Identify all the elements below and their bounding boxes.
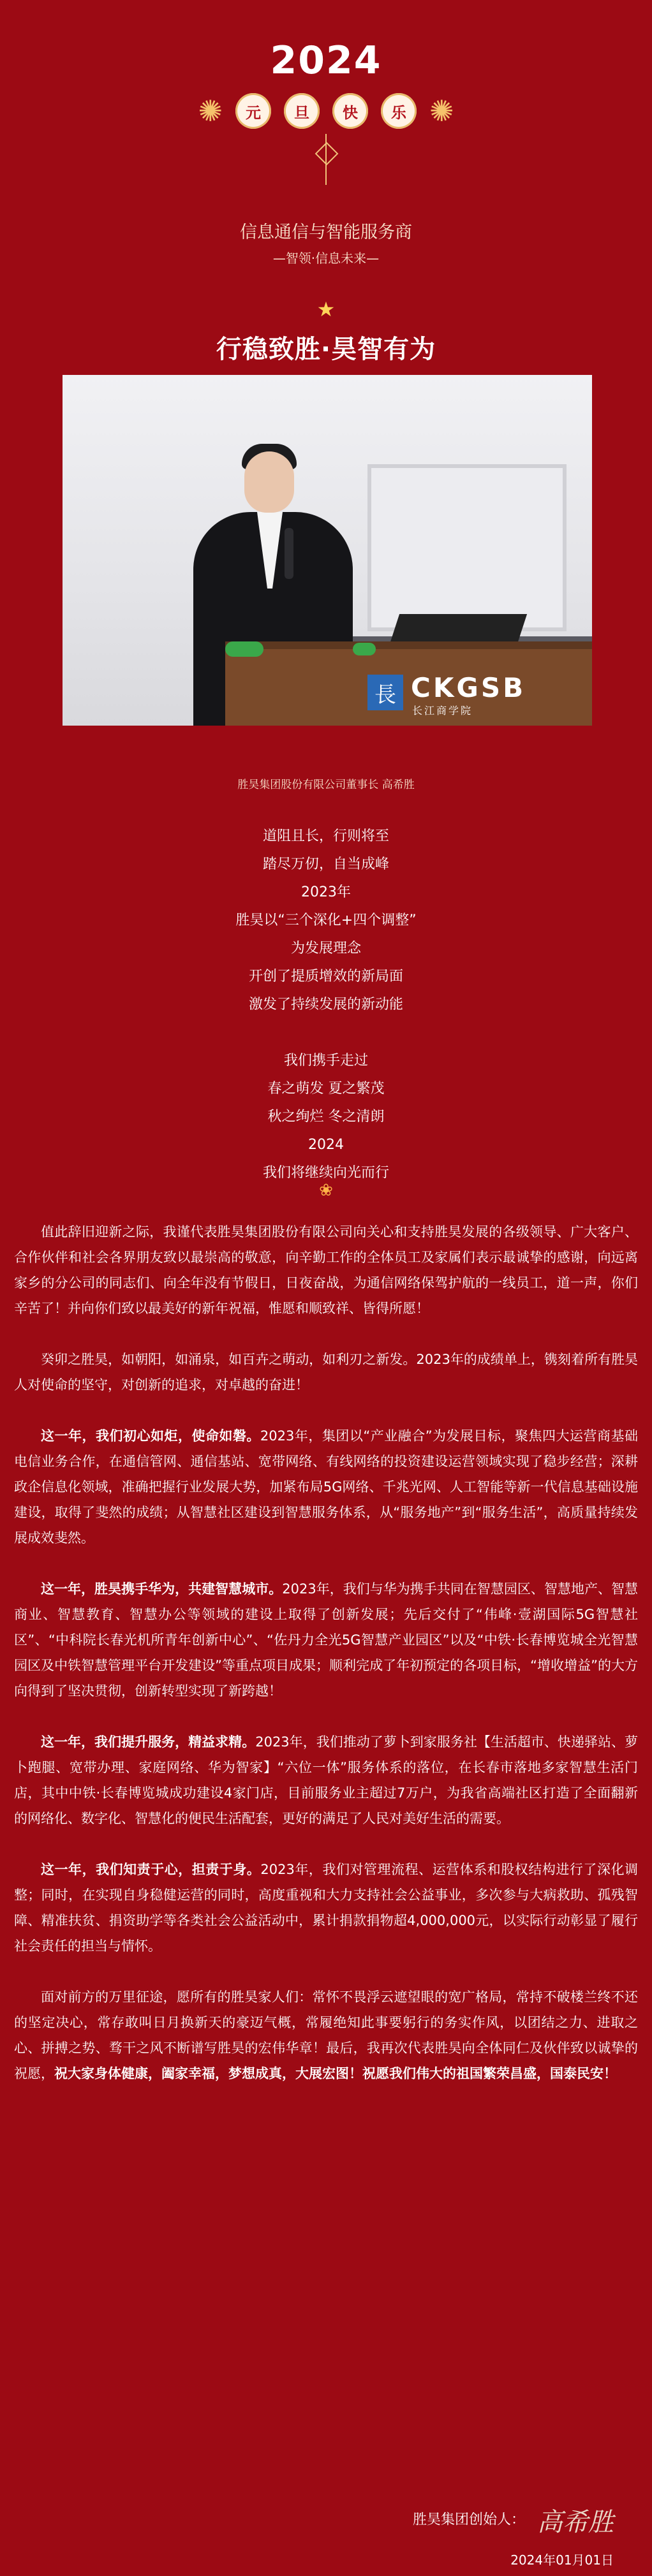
- star-icon: ★: [316, 297, 336, 321]
- podium-logo-text: CKGSB: [411, 672, 526, 703]
- poem-line: 我们将继续向光而行: [262, 1165, 389, 1181]
- paragraph-heading: 这一年，我们提升服务，精益求精。: [41, 1734, 256, 1750]
- closing-wishes: 祝大家身体健康，阖家幸福，梦想成真，大展宏图！祝愿我们伟大的祖国繁荣昌盛，国泰民安！: [54, 2066, 617, 2081]
- poem-line: 2023年: [301, 884, 351, 900]
- chip-4: 乐: [381, 93, 417, 129]
- paragraph-text: 2023年，我们对管理流程、运营体系和股权结构进行了深化调整；同时，在实现自身稳健运营的同时，高度重视和大力支持社会公益事业，多次参与大病救助、孤残智障、精准扶贫、捐资助学等各类社会公益活动中，累计捐款捐物超4,000,000元，以实际行动彰显了履行社会责任的担当与情怀。: [14, 1862, 639, 1954]
- poem-line: 我们携手走过: [283, 1053, 368, 1069]
- poem-line: 激发了持续发展的新动能: [248, 997, 403, 1013]
- letter-body: [14, 1219, 638, 2112]
- year-title: 2024: [270, 38, 382, 83]
- paragraph: [14, 1423, 638, 1551]
- poem-line: 胜昊以“三个深化+四个调整”: [235, 912, 417, 928]
- chip-1: 元: [235, 93, 271, 129]
- paragraph-text: 癸卯之胜昊，如朝阳，如涌泉，如百卉之萌动，如利刃之新发。2023年的成绩单上，镌刻着所有胜昊人对使命的坚守，对创新的追求，对卓越的奋进！: [14, 1352, 638, 1393]
- paragraph: [14, 1576, 638, 1704]
- signature-date: 2024年01月01日: [510, 2552, 614, 2568]
- poem-line: 开创了提质增效的新局面: [248, 969, 403, 984]
- main-title: 行稳致胜·昊智有为: [216, 335, 436, 364]
- chip-3: 快: [332, 93, 368, 129]
- paragraph-text: 2023年，集团以“产业融合”为发展目标，聚焦四大运营商基础电信业务合作，在通信管网、通信基站、宽带网络、有线网络的投资建设运营领域实现了稳步经营；深耕政企信息化领域，准确把握行业发展大势，加紧布局5G网络、千兆光网、人工智能等新一代信息基础设施建设，取得了斐然的成绩；从智慧社区建设到智慧服务体系，从“服务地产”到“服务生活”，高质量持续发展成效斐然。: [14, 1428, 638, 1546]
- poem-line: 道阻且长，行则将至: [262, 828, 389, 844]
- paragraph-text: 2023年，我们推动了萝卜到家服务社【生活超市、快递驿站、萝卜跑腿、宽带办理、家庭网络、华为智家】“六位一体”服务体系的落位，在长春市落地多家智慧生活门店，其中中铁·长春博览城成功建设4家门店，目前服务业主超过7万户，为我省高端社区打造了全面翻新的网络化、数字化、智慧化的便民生活配套，更好的满足了人民对美好生活的需要。: [14, 1734, 638, 1826]
- poem-line: 2024: [308, 1137, 344, 1153]
- paragraph-text: 面对前方的万里征途，愿所有的胜昊家人们：常怀不畏浮云遮望眼的宽广格局，常持不破楼兰终不还的坚定决心，常存敢叫日月换新天的豪迈气概，常履绝知此事要躬行的务实作风，以团结之力、进取之心、拼搏之势、骛干之风不断谱写胜昊的宏伟华章！最后，我再次代表胜昊向全体同仁及伙伴致以诚挚的祝愿，: [14, 1989, 638, 2081]
- podium-logo-sub: 长江商学院: [412, 705, 473, 717]
- photo-caption: 胜昊集团股份有限公司董事长 高希胜: [237, 779, 415, 791]
- firework-icon: ✺: [198, 94, 223, 128]
- flower-icon: ❀: [319, 1181, 333, 1200]
- poem-line: 为发展理念: [290, 940, 361, 956]
- poem-line: 春之萌发 夏之繁茂: [267, 1081, 385, 1097]
- signature-label: 胜昊集团创始人：: [412, 2512, 525, 2528]
- firework-icon: ✺: [429, 94, 454, 128]
- paragraph-heading: 这一年，胜昊携手华为，共建智慧城市。: [41, 1581, 283, 1597]
- paragraph: [14, 1729, 638, 1831]
- poem: [0, 823, 652, 1187]
- paragraph: [14, 1347, 638, 1398]
- paragraph-text: 值此辞旧迎新之际，我谨代表胜昊集团股份有限公司向关心和支持胜昊发展的各级领导、广大客户、合作伙伴和社会各界朋友致以最崇高的敬意，向辛勤工作的全体员工及家属们表示最诚挚的感谢，向远离家乡的分公司的同志们、向全年没有节假日，日夜奋战，为通信网络保驾护航的一线员工，道一声，你们辛苦了！并向你们致以最美好的新年祝福，惟愿和顺致祥、皆得所愿！: [14, 1224, 638, 1316]
- paragraph: [14, 1857, 638, 1959]
- paragraph: [14, 1219, 638, 1321]
- chip-2: 旦: [284, 93, 320, 129]
- chinese-knot-icon: [318, 134, 334, 185]
- hero-section: [0, 38, 652, 391]
- chairman-photo: [63, 375, 592, 726]
- poem-line: 踏尽万仞，自当成峰: [262, 856, 389, 872]
- paragraph-heading: 这一年，我们知责于心，担责于身。: [41, 1862, 261, 1877]
- poem-line: 秋之绚烂 冬之清朗: [267, 1109, 385, 1125]
- greeting-chips: [0, 93, 652, 129]
- tagline: —智领·信息未来—: [272, 251, 380, 266]
- ckgsb-logo-icon: 長: [367, 675, 403, 710]
- signature-block: [413, 2502, 614, 2568]
- company-line: 信息通信与智能服务商: [240, 223, 412, 242]
- paragraph-heading: 这一年，我们初心如炬，使命如磐。: [41, 1428, 260, 1444]
- handwritten-signature: 高希胜: [537, 2508, 614, 2537]
- paragraph-text: 2023年，我们与华为携手共同在智慧园区、智慧地产、智慧商业、智慧教育、智慧办公等领域的建设上取得了创新发展；先后交付了“伟峰·壹湖国际5G智慧社区”、“中科院长春光机所青年创新中心”、“佐丹力全光5G智慧产业园区”以及“中铁·长春博览城全光智慧园区及中铁智慧管理平台开发建设”等重点项目成果；顺利完成了年初预定的各项目标，“增收增益”的大方向得到了坚决贯彻，创新转型实现了新跨越！: [14, 1581, 638, 1699]
- paragraph: [14, 1984, 638, 2086]
